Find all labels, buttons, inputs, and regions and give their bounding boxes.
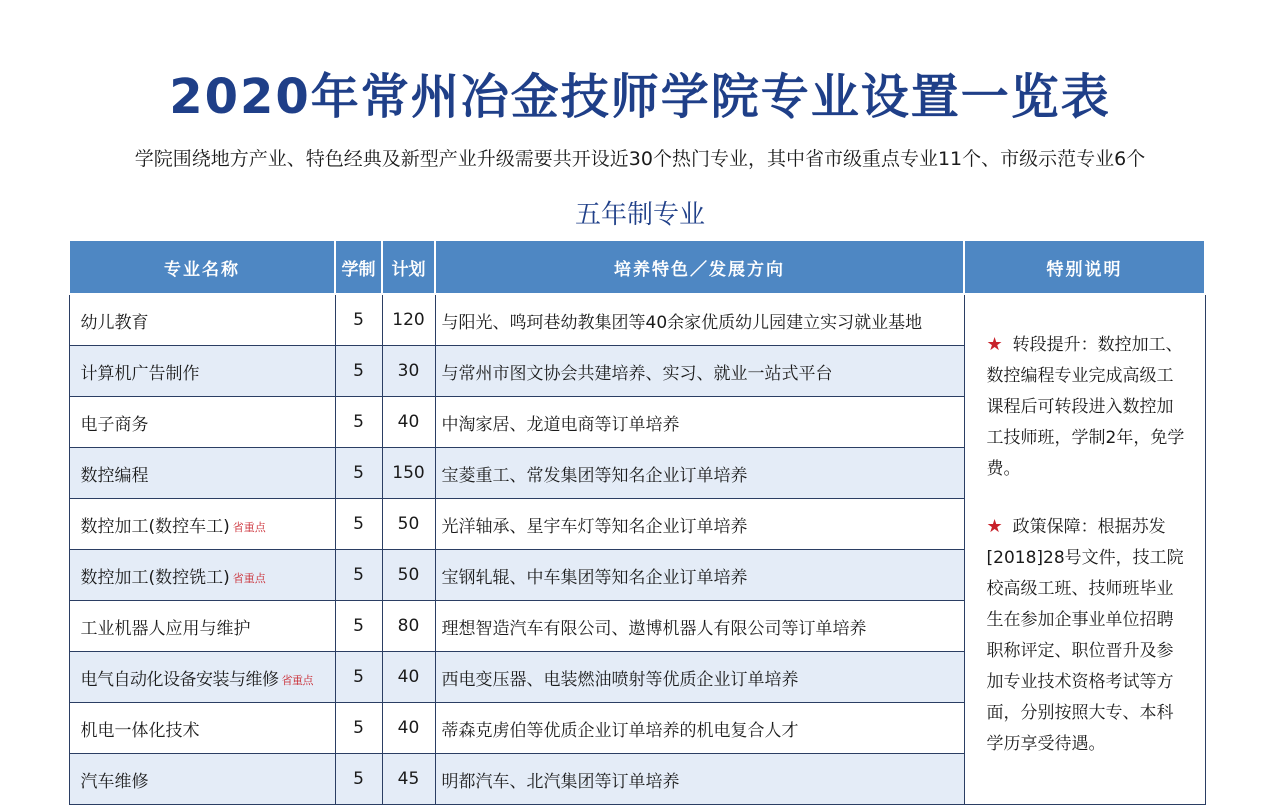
- major-feature: 蒂森克虏伯等优质企业订单培养的机电复合人才: [435, 703, 964, 754]
- major-name-text: 工业机器人应用与维护: [80, 618, 251, 639]
- major-plan: 45: [382, 754, 435, 805]
- header-plan: 计划: [382, 240, 435, 294]
- key-major-tag: 省重点: [232, 571, 266, 585]
- major-name-text: 电气自动化设备安装与维修: [80, 669, 279, 690]
- major-name-text: 机电一体化技术: [80, 720, 200, 741]
- major-name-text: 数控编程: [80, 465, 149, 486]
- major-plan: 40: [382, 703, 435, 754]
- major-years: 5: [335, 550, 382, 601]
- major-name: [69, 499, 335, 550]
- major-name: [69, 550, 335, 601]
- note-transfer-text: 转段提升：数控加工、数控编程专业完成高级工课程后可转段进入数控加工技师班，学制2年，免学费。: [986, 335, 1185, 479]
- header-years: 学制: [335, 240, 382, 294]
- major-plan: 80: [382, 601, 435, 652]
- note-transfer: [987, 329, 1187, 485]
- major-feature: 光洋轴承、星宇车灯等知名企业订单培养: [435, 499, 964, 550]
- star-icon: ★: [986, 516, 1003, 537]
- major-name: [69, 601, 335, 652]
- major-feature: 明都汽车、北汽集团等订单培养: [435, 754, 964, 805]
- note-policy-text: 政策保障：根据苏发[2018]28号文件，技工院校高级工班、技师班毕业生在参加企事业单位招聘职称评定、职位晋升及参加专业技术资格考试等方面，分别按照大专、本科学历享受待遇。: [986, 517, 1184, 754]
- major-feature: 中淘家居、龙道电商等订单培养: [435, 397, 964, 448]
- page-subtitle: 学院围绕地方产业、特色经典及新型产业升级需要共开设近30个热门专业，其中省市级重点专业11个、市级示范专业6个: [134, 148, 1146, 170]
- major-name-text: 幼儿教育: [80, 312, 149, 333]
- key-major-tag: 省重点: [281, 673, 313, 687]
- major-feature: 宝菱重工、常发集团等知名企业订单培养: [435, 448, 964, 499]
- major-years: 5: [335, 448, 382, 499]
- major-plan: 30: [382, 346, 435, 397]
- major-plan: 50: [382, 499, 435, 550]
- major-name: [69, 294, 335, 346]
- major-years: 5: [335, 652, 382, 703]
- major-years: 5: [335, 754, 382, 805]
- major-name-text: 数控加工(数控铣工): [80, 567, 230, 588]
- major-name: [69, 397, 335, 448]
- key-major-tag: 省重点: [232, 520, 266, 534]
- majors-table: [68, 239, 1206, 805]
- header-feature: 培养特色／发展方向: [435, 240, 964, 294]
- major-feature: 与常州市图文协会共建培养、实习、就业一站式平台: [435, 346, 964, 397]
- section-title: 五年制专业: [574, 200, 705, 230]
- major-plan: 40: [382, 652, 435, 703]
- note-policy: [987, 511, 1187, 760]
- major-plan: 50: [382, 550, 435, 601]
- major-feature: 与阳光、鸣珂巷幼教集团等40余家优质幼儿园建立实习就业基地: [435, 294, 964, 346]
- major-feature: 西电变压器、电装燃油喷射等优质企业订单培养: [435, 652, 964, 703]
- major-name-text: 数控加工(数控车工): [80, 516, 230, 537]
- table-header-row: [69, 240, 1205, 294]
- page-title: 2020年常州冶金技师学院专业设置一览表: [169, 69, 1111, 125]
- major-name-text: 电子商务: [80, 414, 149, 435]
- major-years: 5: [335, 294, 382, 346]
- major-name: [69, 703, 335, 754]
- header-major-name: 专业名称: [69, 240, 335, 294]
- major-name: [69, 346, 335, 397]
- major-name: [69, 448, 335, 499]
- major-years: 5: [335, 601, 382, 652]
- major-years: 5: [335, 346, 382, 397]
- major-feature: 理想智造汽车有限公司、遨博机器人有限公司等订单培养: [435, 601, 964, 652]
- major-name: [69, 754, 335, 805]
- major-plan: 120: [382, 294, 435, 346]
- major-years: 5: [335, 703, 382, 754]
- special-notes: [964, 294, 1205, 805]
- major-years: 5: [335, 499, 382, 550]
- star-icon: ★: [986, 334, 1003, 355]
- major-feature: 宝钢轧辊、中车集团等知名企业订单培养: [435, 550, 964, 601]
- major-name-text: 计算机广告制作: [80, 363, 200, 384]
- major-name: [69, 652, 335, 703]
- major-name-text: 汽车维修: [80, 771, 149, 792]
- major-years: 5: [335, 397, 382, 448]
- major-plan: 150: [382, 448, 435, 499]
- header-notes: 特别说明: [964, 240, 1205, 294]
- major-plan: 40: [382, 397, 435, 448]
- table-row: [69, 294, 1205, 346]
